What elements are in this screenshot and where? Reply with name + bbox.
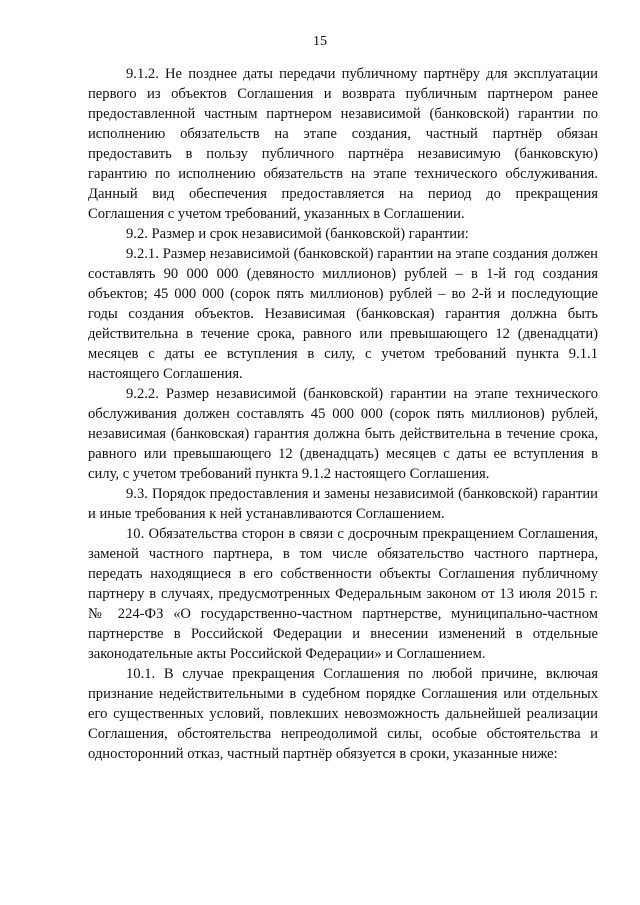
paragraph-9-1-2: 9.1.2. Не позднее даты передачи публичному партнёру для эксплуатации первого из объектов Соглашения и возврата публичным партнером ранее предоставленной частным партнером независимой (банковской) гарантии по исполнению обязательств на этапе создания, частный партнёр обязан предоставить в пользу публичного партнёра независимую (банковскую) гарантию по исполнению обязательств на этапе технического обслуживания. Данный вид обеспечения предоставляется на период до прекращения Соглашения с учетом требований, указанных в Соглашении. bbox=[88, 66, 598, 222]
paragraph-9-2: 9.2. Размер и срок независимой (банковской) гарантии: bbox=[126, 226, 469, 242]
page-number: 15 bbox=[313, 34, 327, 49]
paragraph-10: 10. Обязательства сторон в связи с досрочным прекращением Соглашения, заменой частного партнера, в том числе обязательство частного партнера, передать находящиеся в его собственности объекты Соглашения публичному партнеру в случаях, предусмотренных Федеральным законом от 13 июля 2015 г. № 224-ФЗ «О государственно-частном партнерстве, муниципально-частном партнерстве в Российской Федерации и внесении изменений в отдельные законодательные акты Российской Федерации» и Соглашением. bbox=[88, 526, 598, 662]
paragraph-9-3: 9.3. Порядок предоставления и замены независимой (банковской) гарантии и иные требования к ней устанавливаются Соглашением. bbox=[88, 486, 598, 522]
paragraph-10-1: 10.1. В случае прекращения Соглашения по любой причине, включая признание недействительными в судебном порядке Соглашения или отдельных его существенных условий, повлекших невозможность дальнейшей реализации Соглашения, обстоятельства непреодолимой силы, особые обстоятельства и односторонний отказ, частный партнёр обязуется в сроки, указанные ниже: bbox=[88, 666, 598, 762]
paragraph-9-2-2: 9.2.2. Размер независимой (банковской) гарантии на этапе технического обслуживания должен составлять 45 000 000 (сорок пять миллионов) рублей, независимая (банковская) гарантия должна быть действительна в течение срока, равного или превышающего 12 (двенадцать) месяцев с даты ее вступления в силу, с учетом требований пункта 9.1.2 настоящего Соглашения. bbox=[88, 386, 598, 482]
document-body bbox=[88, 64, 598, 764]
paragraph-9-2-1: 9.2.1. Размер независимой (банковской) гарантии на этапе создания должен составлять 90 000 000 (девяносто миллионов) рублей – в 1-й год создания объектов; 45 000 000 (сорок пять миллионов) рублей – во 2-й и последующие годы создания объектов. Независимая (банковская) гарантия должна быть действительна в течение срока, равного или превышающего 12 (двенадцати) месяцев с даты ее вступления в силу, с учетом требований пункта 9.1.1 настоящего Соглашения. bbox=[88, 246, 598, 382]
